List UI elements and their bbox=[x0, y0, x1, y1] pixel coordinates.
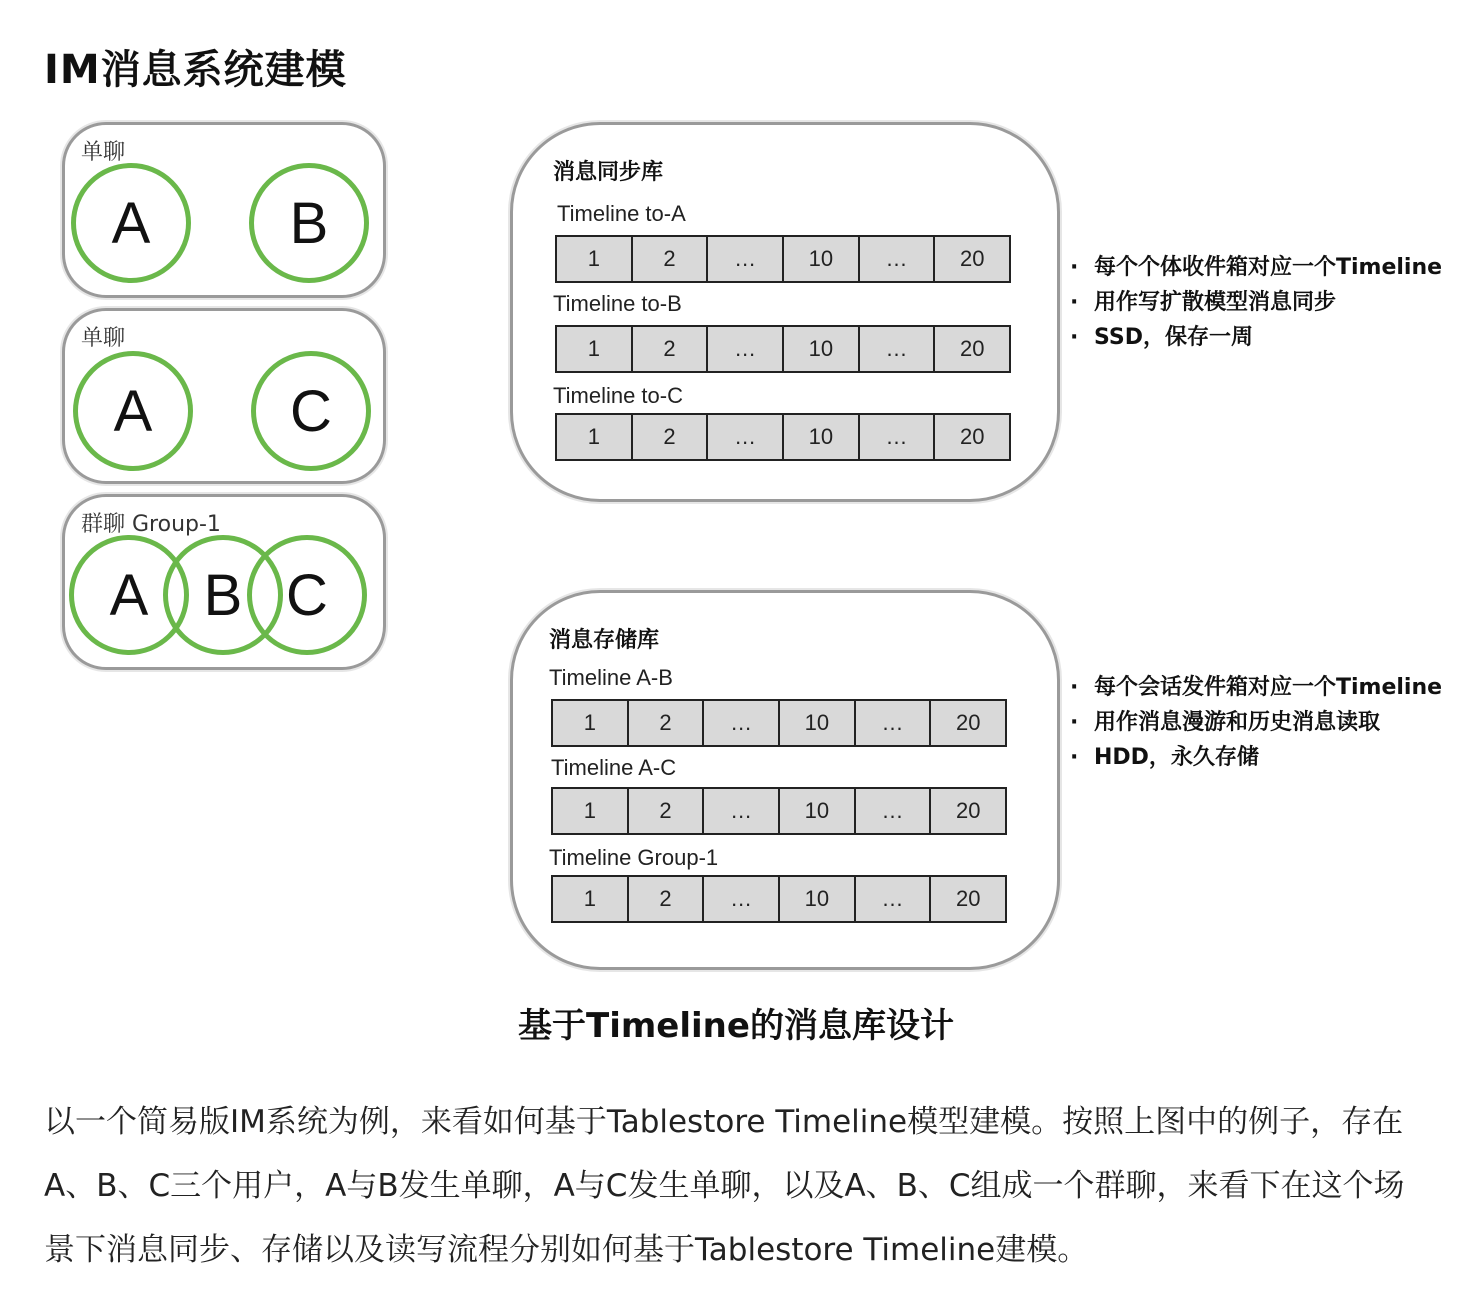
timeline-label: Timeline to-C bbox=[553, 383, 683, 408]
timeline-row bbox=[551, 875, 1007, 923]
bullet-text: HDD，永久存储 bbox=[1094, 745, 1259, 770]
timeline-label: Timeline Group-1 bbox=[549, 845, 719, 870]
timeline-cell: … bbox=[860, 327, 936, 371]
bullet-dot: · bbox=[1070, 745, 1079, 770]
timeline-cell: … bbox=[860, 415, 936, 459]
sync-db-title: 消息同步库 bbox=[553, 160, 664, 185]
timeline-label: Timeline A-C bbox=[551, 755, 677, 780]
timeline-cell: … bbox=[708, 237, 784, 281]
figure-caption: 基于Timeline的消息库设计 bbox=[518, 1006, 954, 1046]
chat-label: 群聊 Group-1 bbox=[81, 512, 221, 537]
chat-box-group-1 bbox=[62, 494, 386, 670]
timeline-cell: 1 bbox=[557, 327, 633, 371]
timeline-cell: 20 bbox=[931, 789, 1005, 833]
bullet-text: 每个会话发件箱对应一个Timeline bbox=[1094, 675, 1443, 700]
bullet-item bbox=[1070, 705, 1442, 740]
user-circle-a: A bbox=[69, 535, 189, 655]
timeline-cell: 10 bbox=[780, 701, 856, 745]
timeline-cell: 1 bbox=[557, 415, 633, 459]
user-circle-c: C bbox=[251, 351, 371, 471]
user-circle-a: A bbox=[71, 163, 191, 283]
body-paragraph: 以一个简易版IM系统为例，来看如何基于Tablestore Timeline模型建模。按照上图中的例子，存在A、B、C三个用户，A与B发生单聊，A与C发生单聊，以及A、B、C组成一个群聊，来看下在这个场景下消息同步、存储以及读写流程分别如何基于Tablestore Timeline建模。 bbox=[44, 1104, 1405, 1268]
user-circle-a: A bbox=[73, 351, 193, 471]
timeline-cell: 1 bbox=[557, 237, 633, 281]
user-circle-c: C bbox=[247, 535, 367, 655]
timeline-cell: 20 bbox=[931, 701, 1005, 745]
store-db-title: 消息存储库 bbox=[549, 628, 660, 653]
timeline-row bbox=[555, 413, 1011, 461]
chat-box-single-ac bbox=[62, 308, 386, 484]
bullet-dot: · bbox=[1070, 325, 1079, 350]
timeline-cell: … bbox=[704, 789, 780, 833]
sync-db-box bbox=[510, 122, 1060, 502]
sync-db-bullets bbox=[1070, 250, 1442, 355]
bullet-item bbox=[1070, 740, 1442, 775]
chat-box-single-ab bbox=[62, 122, 386, 298]
bullet-item bbox=[1070, 670, 1442, 705]
timeline-cell: 10 bbox=[784, 237, 860, 281]
bullet-dot: · bbox=[1070, 710, 1079, 735]
timeline-cell: 20 bbox=[935, 237, 1009, 281]
timeline-cell: 10 bbox=[780, 877, 856, 921]
timeline-row bbox=[551, 787, 1007, 835]
timeline-cell: … bbox=[856, 701, 932, 745]
timeline-cell: 20 bbox=[931, 877, 1005, 921]
chat-label: 单聊 bbox=[81, 140, 126, 165]
timeline-cell: 10 bbox=[784, 415, 860, 459]
timeline-cell: 2 bbox=[629, 877, 705, 921]
timeline-cell: 2 bbox=[633, 415, 709, 459]
timeline-label: Timeline A-B bbox=[549, 665, 673, 690]
timeline-cell: 2 bbox=[629, 789, 705, 833]
timeline-cell: 20 bbox=[935, 327, 1009, 371]
store-db-box bbox=[510, 590, 1060, 970]
timeline-cell: … bbox=[708, 327, 784, 371]
timeline-cell: 20 bbox=[935, 415, 1009, 459]
bullet-item bbox=[1070, 320, 1442, 355]
page-title: IM消息系统建模 bbox=[44, 47, 347, 93]
timeline-cell: 2 bbox=[633, 237, 709, 281]
user-circle-b: B bbox=[249, 163, 369, 283]
timeline-cell: 2 bbox=[633, 327, 709, 371]
timeline-row bbox=[555, 235, 1011, 283]
bullet-text: SSD，保存一周 bbox=[1094, 325, 1253, 350]
timeline-cell: 1 bbox=[553, 789, 629, 833]
timeline-row bbox=[551, 699, 1007, 747]
chat-label: 单聊 bbox=[81, 326, 126, 351]
timeline-cell: … bbox=[708, 415, 784, 459]
bullet-item bbox=[1070, 285, 1442, 320]
timeline-cell: … bbox=[856, 789, 932, 833]
timeline-cell: … bbox=[860, 237, 936, 281]
bullet-dot: · bbox=[1070, 675, 1079, 700]
timeline-cell: 2 bbox=[629, 701, 705, 745]
bullet-item bbox=[1070, 250, 1442, 285]
user-circle-b: B bbox=[163, 535, 283, 655]
timeline-cell: … bbox=[704, 701, 780, 745]
timeline-cell: 1 bbox=[553, 877, 629, 921]
bullet-text: 用作消息漫游和历史消息读取 bbox=[1094, 710, 1381, 735]
bullet-text: 每个个体收件箱对应一个Timeline bbox=[1094, 255, 1443, 280]
timeline-row bbox=[555, 325, 1011, 373]
bullet-dot: · bbox=[1070, 255, 1079, 280]
timeline-label: Timeline to-B bbox=[553, 291, 682, 316]
timeline-cell: 10 bbox=[780, 789, 856, 833]
bullet-text: 用作写扩散模型消息同步 bbox=[1094, 290, 1337, 315]
timeline-cell: … bbox=[704, 877, 780, 921]
timeline-cell: … bbox=[856, 877, 932, 921]
store-db-bullets bbox=[1070, 670, 1442, 775]
timeline-label: Timeline to-A bbox=[557, 201, 686, 226]
bullet-dot: · bbox=[1070, 290, 1079, 315]
timeline-cell: 10 bbox=[784, 327, 860, 371]
timeline-cell: 1 bbox=[553, 701, 629, 745]
